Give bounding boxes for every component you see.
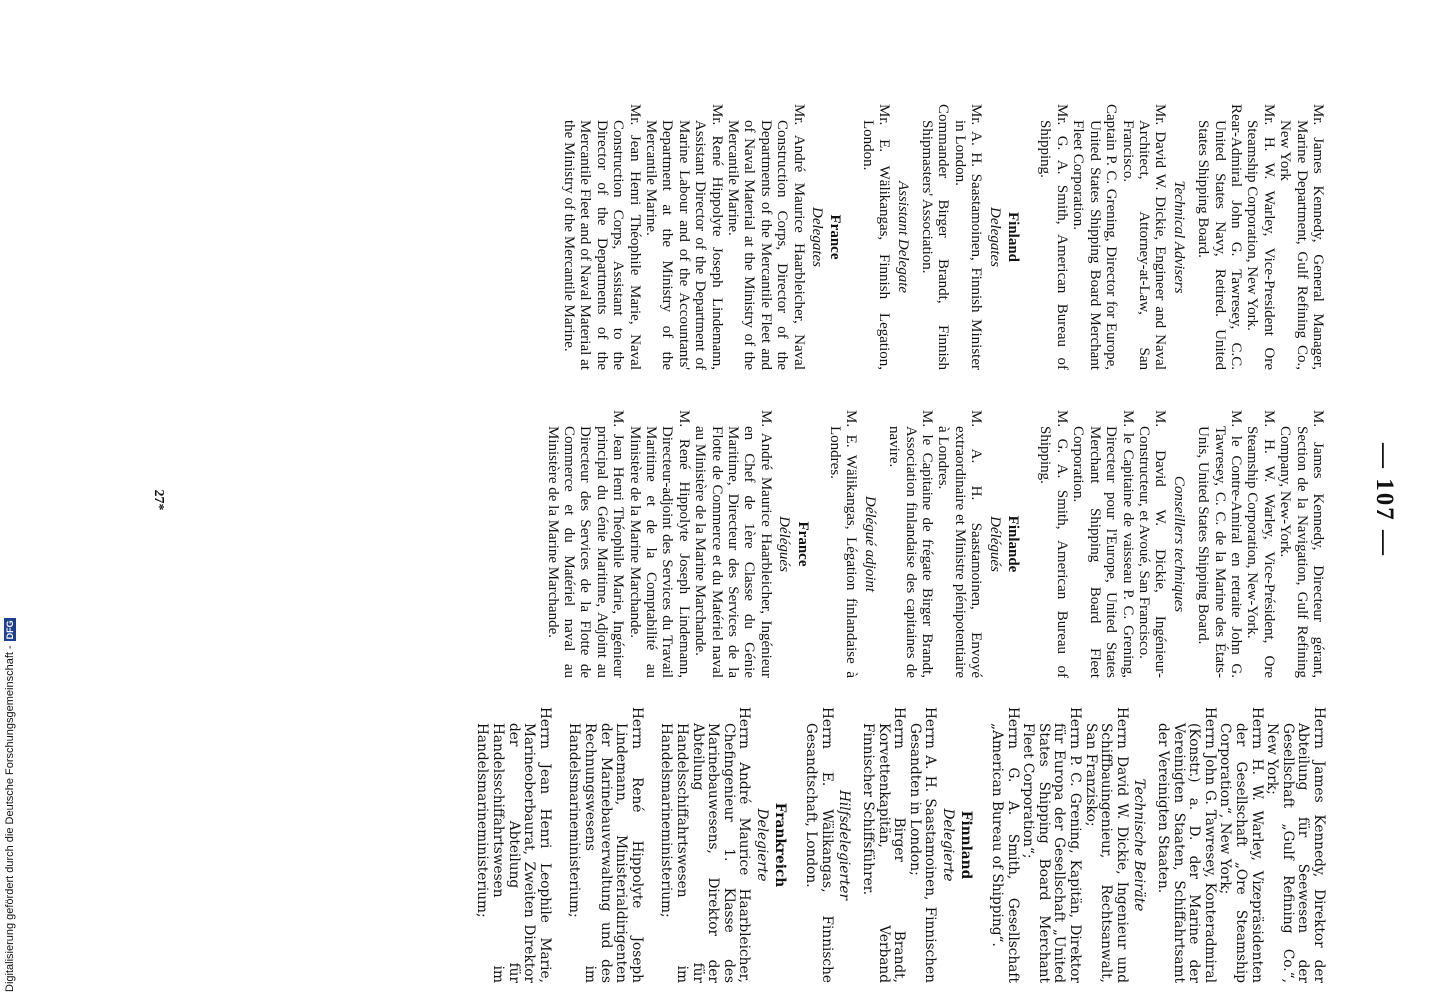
entry-smith-de: Herrn G. A. Smith, Gesellschaft „American Bureau of Shipping“. — [989, 707, 1021, 983]
entry-tawresey-de: Herrn John G. Tawresey, Konteradmiral (Konstr.) a. D. der Marine der Vereinigten Staaten, Schiffahrtsamt der Vereinigten Staaten. — [1155, 707, 1218, 983]
signature-mark: 27* — [151, 489, 166, 511]
heading-delegates-en: Delegates — [986, 207, 1003, 267]
heading-delegierte-france-de: Delegierte — [754, 808, 770, 882]
english-column — [561, 104, 1326, 370]
entry-grening-fr: M. le Capitaine de vaisseau P. C. Grening, Directeur pour l'Europe, United States Merchant Shipping Board Fleet Corporation. — [1070, 410, 1136, 678]
heading-finland-en: Finland — [1005, 211, 1022, 263]
dfg-logo: DFG — [5, 620, 15, 640]
heading-delegues-france-fr: Délégués — [776, 516, 793, 572]
heading-assistant-delegate-en: Assistant Delegate — [894, 180, 911, 294]
entry-warley-de: Herrn H. W. Warley, Vizepräsidenten der Gesellschaft „Ore Steamship Corporation“, New York; — [1217, 707, 1265, 983]
heading-delegates-france-en: Delegates — [809, 207, 826, 267]
entry-warley-en: Mr. H. W. Warley, Vice-President Ore Steamship Corporation, New York. — [1244, 104, 1277, 370]
heading-delegues-fr: Délégués — [986, 516, 1003, 572]
heading-delegue-adjoint-fr: Délégué adjoint — [861, 495, 878, 593]
entry-walikangas-en: Mr. E. Wälikangas, Finnish Legation, London. — [859, 104, 893, 370]
heading-delegierte-de: Delegierte — [939, 808, 956, 882]
entry-walikangas-fr: M. E. Wälikangas, Légation finlandaise à Londres. — [827, 410, 860, 678]
heading-hilfsdelegierter-de: Hilfsdelegierter — [836, 789, 853, 901]
french-column — [544, 410, 1326, 678]
digitization-credit — [4, 618, 16, 992]
entry-smith-fr: M. G. A. Smith, American Bureau of Shipping. — [1037, 410, 1070, 678]
entry-haarbleicher-de: Herrn André Maurice Haarbleicher, Chefingenieur 1. Klasse des Marinebauwesens, Direktor der Abteilung für Handelsschiffahrtswesen im Handelsmarineministerium; — [658, 707, 753, 983]
page-number: — 107 — — [1371, 443, 1398, 557]
entry-smith-en: Mr. G. A. Smith, American Bureau of Shipping. — [1037, 104, 1070, 370]
heading-conseillers-techniques-fr: Conseillers techniques — [1170, 475, 1187, 613]
entry-brandt-fr: M. le Capitaine de frégate Birger Brandt, Association finlandaise des capitaines de navire. — [886, 410, 936, 678]
entry-saastamoinen-en: Mr. A. H. Saastamoinen, Finnish Minister in London. — [951, 104, 985, 370]
entry-kennedy-en: Mr. James Kennedy, General Manager, Marine Department, Gulf Refining Co., New York — [1277, 104, 1326, 370]
heading-frankreich-de: Frankreich — [771, 802, 788, 888]
entry-marie-fr: M. Jean Henri Théophile Marie, Ingénieur principal du Génie Maritime, Adjoint au Directeur des Services de la Flotte de Commerce et du Matériel naval au Ministère de la Marine Marchande. — [544, 410, 627, 678]
entry-lindemann-en: Mr. René Hippolyte Joseph Lindemann, Assistant Director of the Department of Marine Labour and of the Accountants' Department at the Ministry of the Mercantile Marine. — [642, 104, 725, 370]
entry-brandt-de: Herrn Birger Brandt, Korvettenkapitän, Verband Finnischer Schiffsführer. — [859, 707, 908, 983]
entry-walikangas-de: Herrn E. Wälikangas, Finnische Gesandtschaft, London. — [803, 707, 835, 983]
heading-france-en: France — [827, 214, 844, 260]
heading-finlande-fr: Finlande — [1005, 515, 1022, 573]
entry-lindemann-de: Herrn René Hippolyte Joseph Lindemann, Ministerialdirigenten der Marinebauverwaltung und des Rechnungswesens im Handelsmarineministerium; — [566, 707, 645, 983]
heading-technische-beirate-de: Technische Beiräte — [1131, 778, 1148, 912]
entry-haarbleicher-fr: M. André Maurice Haarbleicher, Ingénieur en Chef de 1ère Classe du Génie Maritime, Directeur des Services de la Flotte de Commerce et du Matériel naval au Ministère de la Marine Marchande. — [692, 410, 774, 678]
entry-grening-de: Herrn P. C. Grening, Kapitän, Direktor für Europa der Gesellschaft „United States Shipping Board Merchant Fleet Corporation“; — [1020, 707, 1084, 983]
credit-text: Digitalisierung gefördert durch die Deutsche Forschungsgemeinschaft - — [4, 645, 16, 992]
entry-saastamoinen-de: Herrn A. H. Saastamoinen, Finnischen Gesandten in London; — [906, 707, 939, 983]
entry-dickie-en: Mr. David W. Dickie, Engineer and Naval Architect, Attorney-at-Law, San Francisco. — [1119, 104, 1169, 370]
german-column — [474, 707, 1326, 983]
heading-france-fr: France — [794, 521, 811, 567]
heading-finnland-de: Finnland — [957, 810, 974, 880]
entry-grening-en: Captain P. C. Grening, Director for Europe, United States Shipping Board Merchant Fleet Corporation. — [1070, 104, 1120, 370]
entry-tawresey-en: Rear-Admiral John G. Tawresey, C.C. United States Navy, Retired. United States Shipping Board. — [1195, 104, 1244, 370]
entry-kennedy-fr: M. James Kennedy, Directeur gérant, Section de la Navigation, Gulf Refining Company, New-York. — [1277, 410, 1326, 678]
entry-marie-de: Herrn Jean Henri Leophile Marie, Marineoberbaurat, Zweiten Direktor der Abteilung für Handelsschiffahrtswesen im Handelsmarineministerium; — [474, 707, 553, 983]
entry-brandt-en: Commander Birger Brandt, Finnish Shipmasters' Association. — [919, 104, 952, 370]
entry-kennedy-de: Herrn James Kennedy, Direktor der Abteilung für Seewesen der Gesellschaft „Gulf Refining Co.“, New York; — [1264, 707, 1327, 983]
entry-saastamoinen-fr: M. A. H. Saastamoinen, Envoyé extraordinaire et Ministre plénipotentiaire à Londres. — [935, 410, 985, 678]
entry-warley-fr: M. H. W. Warley, Vice-Président, Ore Steamship Corporation, New-York. — [1244, 410, 1277, 678]
heading-technical-advisers-en: Technical Advisers — [1170, 180, 1187, 294]
entry-dickie-fr: M. David W. Dickie, Ingénieur-Constructeur, et Avoué, San Francisco. — [1135, 410, 1169, 678]
entry-lindemann-fr: M. René Hippolyte Joseph Lindemann, Directeur-adjoint des Services du Travail Maritime et de la Comptabilité au Ministère de la Marine Marchande. — [626, 410, 692, 678]
entry-tawresey-fr: M. le Contre-Amiral en retraite John G. Tawresey, C. C. de la Marine des États-Unis, United States Shipping Board. — [1195, 410, 1244, 678]
entry-dickie-de: Herrn David W. Dickie, Ingenieur und Schiffbauingenieur, Rechtsanwalt, San Franzisko; — [1082, 707, 1130, 983]
entry-haarbleicher-en: Mr. André Maurice Haarbleicher, Naval Construction Corps, Director of the Departments of the Mercantile Fleet and of Naval Material at the Ministry of the Mercantile Marine. — [725, 104, 807, 370]
entry-marie-en: Mr. Jean Henri Théophile Marie, Naval Construction Corps, Assistant to the Director of the Departments of the Mercantile Fleet and of Naval Material at the Ministry of the Mercantile Marine. — [560, 104, 643, 370]
